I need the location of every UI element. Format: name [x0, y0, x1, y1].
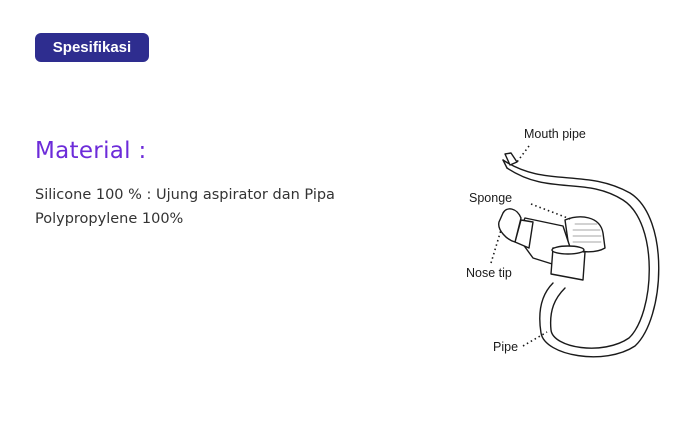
material-heading: Material :: [35, 138, 147, 164]
material-description: [35, 183, 415, 231]
material-line-polypropylene: Polypropylene 100%: [35, 211, 184, 227]
aspirator-diagram: [455, 118, 680, 368]
pipe-joint-rim: [552, 246, 584, 254]
nose-tip-leader: [491, 230, 501, 263]
label-nose-tip: Nose tip: [466, 266, 512, 280]
mouth-pipe-leader: [517, 146, 529, 162]
spesifikasi-badge: Spesifikasi: [35, 33, 149, 62]
label-sponge: Sponge: [469, 191, 513, 205]
material-line-silicone: Silicone 100 % : Ujung aspirator dan Pipa: [35, 187, 335, 203]
label-pipe: Pipe: [493, 340, 519, 354]
label-mouth-pipe: Mouth pipe: [524, 127, 586, 141]
sponge-leader: [531, 204, 573, 220]
